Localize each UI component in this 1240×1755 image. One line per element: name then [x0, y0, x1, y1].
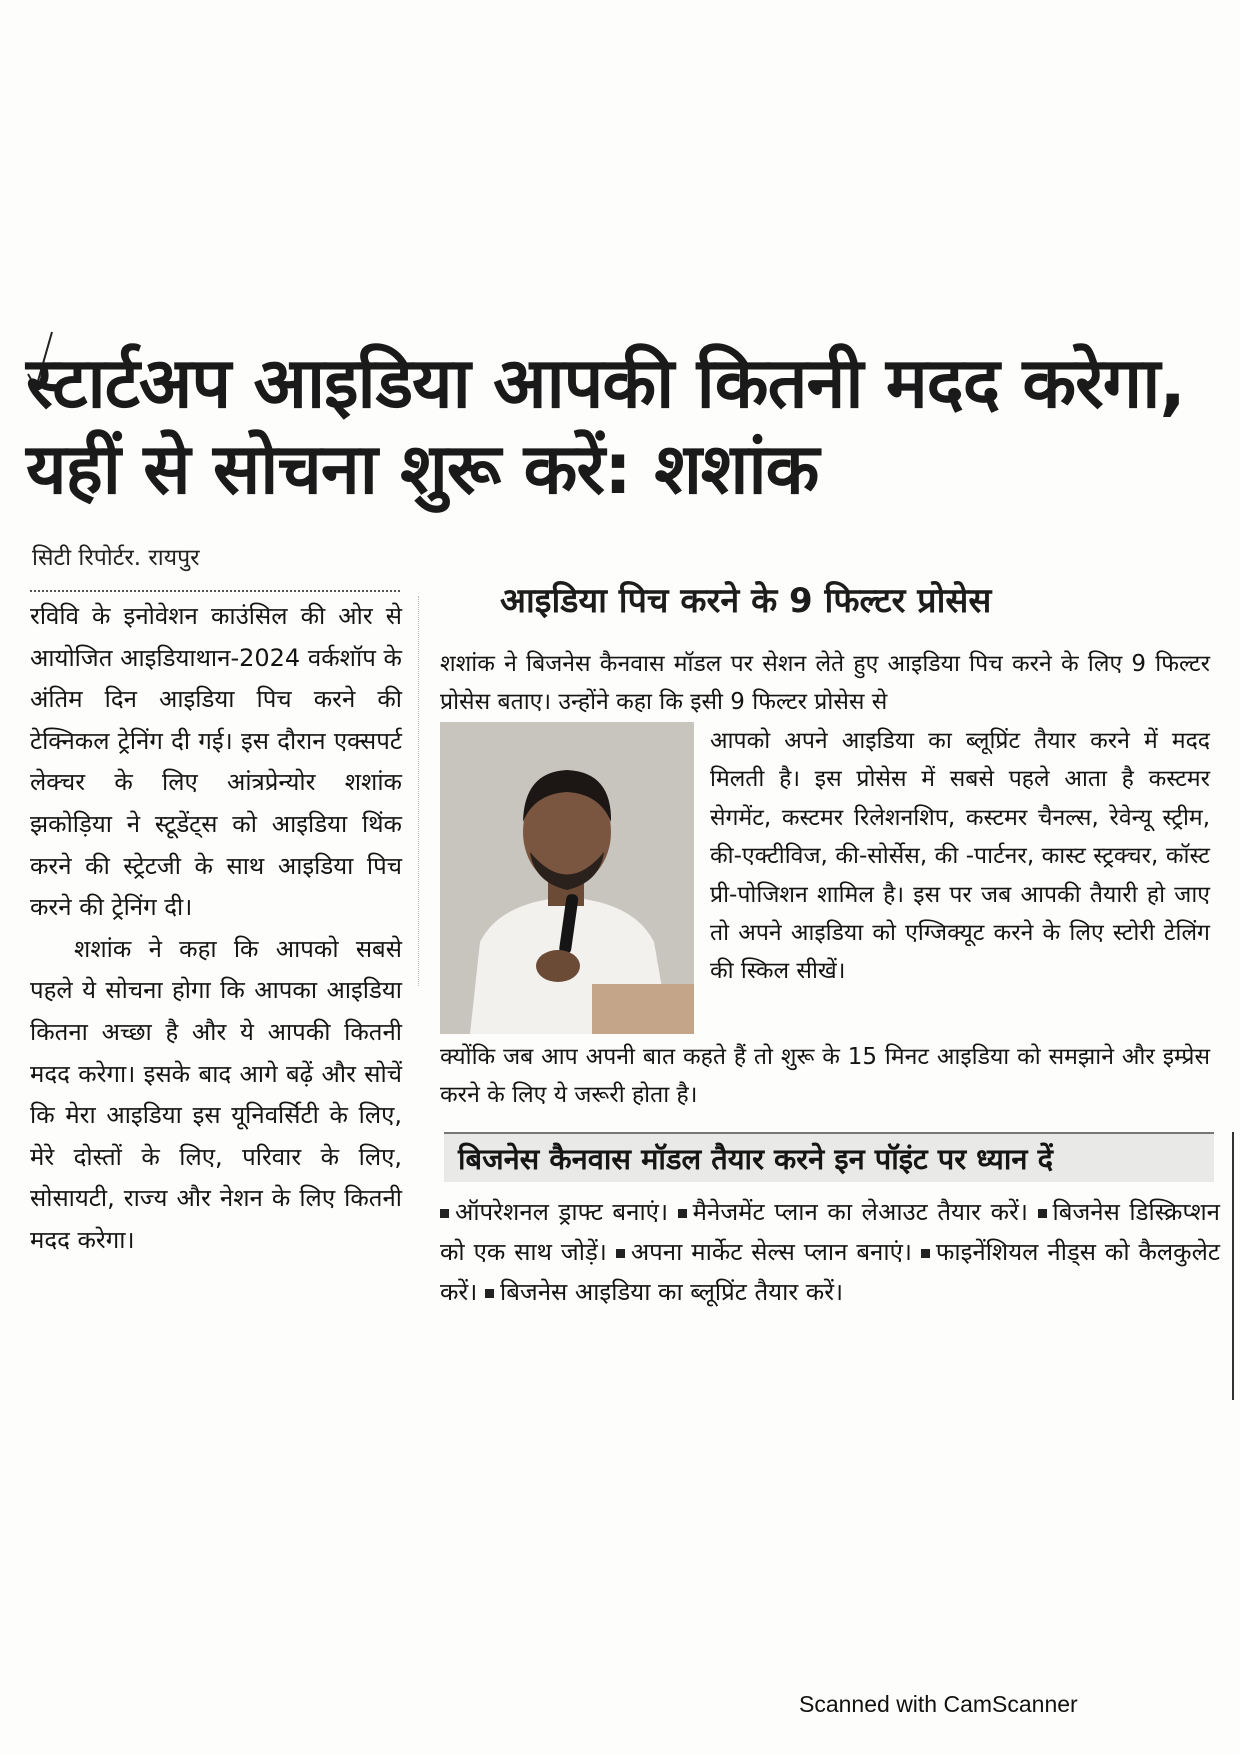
points-list [440, 1192, 1220, 1312]
bullet-icon [1038, 1209, 1047, 1218]
list-item: बिजनेस आइडिया का ब्लूप्रिंट तैयार करें। [500, 1278, 844, 1306]
list-item: ऑपरेशनल ड्राफ्ट बनाएं। [455, 1198, 669, 1226]
scanner-watermark: Scanned with CamScanner [799, 1691, 1078, 1717]
list-item: फाइनेंशियल नीड्स को कैलकुलेट करें। [440, 1238, 1220, 1306]
box-heading: बिजनेस कैनवास मॉडल तैयार करने इन पॉइंट पर ध्यान दें [444, 1132, 1214, 1182]
bullet-icon [485, 1289, 494, 1298]
bullet-icon [921, 1249, 930, 1258]
byline-divider [30, 590, 400, 592]
subhead: आइडिया पिच करने के 9 फिल्टर प्रोसेस [500, 581, 992, 621]
list-item: मैनेजमेंट प्लान का लेआउट तैयार करें। [692, 1198, 1028, 1226]
bullet-icon [616, 1249, 625, 1258]
bullet-icon [440, 1209, 449, 1218]
list-item: बिजनेस डिस्क्रिप्शन को एक साथ जोड़ें। [440, 1198, 1220, 1266]
byline: सिटी रिपोर्टर. रायपुर [32, 545, 200, 571]
right-tail-paragraph: क्योंकि जब आप अपनी बात कहते हैं तो शुरू के 15 मिनट आइडिया को समझाने और इम्प्रेस करने के लिए ये जरूरी होता है। [440, 1044, 1210, 1108]
left-column [30, 596, 402, 1262]
bullet-icon [678, 1209, 687, 1218]
box-border [1232, 1132, 1234, 1400]
right-intro-paragraph: शशांक ने बिजनेस कैनवास मॉडल पर सेशन लेते हुए आइडिया पिच करने के लिए 9 फिल्टर प्रोसेस बताए। उन्होंने कहा कि इसी 9 फिल्टर प्रोसेस से [440, 651, 1210, 715]
right-wrap-paragraph: आपको अपने आइडिया का ब्लूप्रिंट तैयार करने में मदद मिलती है। इस प्रोसेस में सबसे पहले आता है कस्टमर सेगमेंट, कस्टमर रिलेशनशिप, कस्टमर चैनल्स, रेवेन्यू स्ट्रीम, की-एक्टीविज, की-सोर्सेस, की -पार्टनर, कास्ट स्ट्रक्चर, कॉस्ट प्री-पोजिशन शामिल है। इस पर जब आपकी तैयारी हो जाए तो अपने आइडिया को एग्जिक्यूट करने के लिए स्टोरी टेलिंग की स्किल सीखें। [710, 728, 1210, 985]
headline: स्टार्टअप आइडिया आपकी कितनी मदद करेगा, यहीं से सोचना शुरू करें: शशांक [26, 342, 1185, 510]
column-divider [418, 596, 419, 986]
speaker-photo-icon [440, 722, 694, 1034]
left-paragraph-2: शशांक ने कहा कि आपको सबसे पहले ये सोचना होगा कि आपका आइडिया कितना अच्छा है और ये आपकी कितनी मदद करेगा। इसके बाद आगे बढ़ें और सोचें कि मेरा आइडिया इस यूनिवर्सिटी के लिए, मेरे दोस्तों के लिए, परिवार के लिए, सोसायटी, राज्य और नेशन के लिए कितनी मदद करेगा। [30, 934, 402, 1254]
left-paragraph-1: रविवि के इनोवेशन काउंसिल की ओर से आयोजित आइडियाथान-2024 वर्कशॉप के अंतिम दिन आइडिया पिच करने की टेक्निकल ट्रेनिंग दी गई। इस दौरान एक्सपर्ट लेक्चर के लिए आंत्रप्रेन्योर शशांक झकोड़िया ने स्टूडेंट्स को आइडिया थिंक करने की स्ट्रेटजी के साथ आइडिया पिच करने की ट्रेनिंग दी। [30, 602, 402, 922]
list-item: अपना मार्केट सेल्स प्लान बनाएं। [630, 1238, 912, 1266]
